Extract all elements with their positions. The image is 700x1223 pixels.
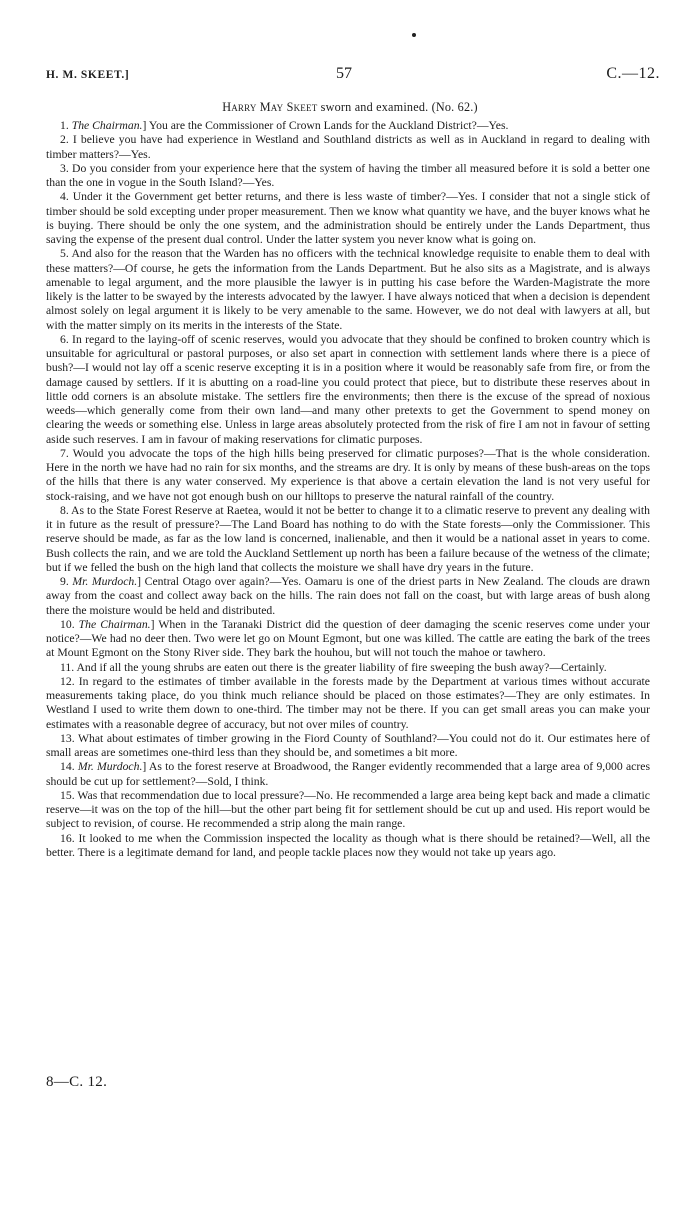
running-header [46,65,660,89]
testimony-paragraph [46,575,650,618]
testimony-paragraph [46,760,650,789]
question-number: 9. [60,575,73,588]
testimony-body [46,119,650,860]
paragraph-text: 2. I believe you have had experience in Westland and Southland districts as well as in Auckland in regard to dealing with timber matters?—Yes. [46,133,650,161]
testimony-paragraph [46,162,650,191]
witness-name: Harry May Skeet [222,100,318,114]
speaker-name: The Chairman. [78,617,151,631]
paragraph-text: 15. Was that recommendation due to local pressure?—No. He recommended a large area being kept back and made a climatic reserve—it was on the top of the hill—but the other part being fit for settlement should be cut up and used. His report would be subject to revision, of course. He recommended a strip along the main range. [46,788,650,831]
testimony-paragraph [46,661,650,675]
testimony-paragraph [46,119,650,133]
paragraph-text: 16. It looked to me when the Commission inspected the locality as though what is there should be retained?—Well, all the better. There is a legitimate demand for land, and people tackle places now they would not take up years ago. [46,831,650,859]
print-speck [412,33,416,37]
document-reference: C.—12. [606,65,660,82]
question-number: 14. [60,760,78,774]
testimony-paragraph [46,675,650,732]
paragraph-text: 8. As to the State Forest Reserve at Raetea, would it not be better to change it to a climatic reserve to prevent any dealing with it in future as the result of pressure?—The Land Board has nothing to do with the State forests—only the Commissioner. This reserve should be made, as far as the low land is concerned, inalienable, and then it would be a national asset in years to come. Bush collects the rain, and we are told the Auckland Settlement up north has been a failure because of the wetness of the climate; but if we felled the bush on the high land that collects the moisture we shall have dry years in the future. [46,503,650,574]
testimony-paragraph [46,447,650,504]
testimony-paragraph [46,832,650,861]
paragraph-text: 11. And if all the young shrubs are eaten out there is the greater liability of fire sweeping the bush away?—Certainly. [60,660,607,674]
paragraph-text: ] As to the forest reserve at Broadwood, the Ranger evidently recommended that a large area of 9,000 acres should be cut up for settlement?—Sold, I think. [46,760,650,788]
section-title [0,100,700,115]
testimony-paragraph [46,618,650,661]
testimony-paragraph [46,732,650,761]
page-number: 57 [336,65,352,82]
testimony-paragraph [46,789,650,832]
title-text: sworn and examined. [320,100,429,114]
testimony-paragraph [46,247,650,333]
testimony-paragraph [46,504,650,575]
paragraph-text: 3. Do you consider from your experience here that the system of having the timber all measured before it is sold a better one than the one in vogue in the South Island?—Yes. [46,161,650,189]
paragraph-text: 6. In regard to the laying-off of scenic reserves, would you advocate that they should be confined to broken country which is unsuitable for agricultural or pastoral purposes, or also set apart in connection with settlement lands where there is a piece of bush?—I would not lay off a scenic reserve excepting it is in a position where it would be reasonably safe from fire, or from the damage caused by settlers. If it is abutting on a road-line you could protect that piece, but to distribute these reserves about in little odd corners is an absolute mistake. The settlers fire the environments; then there is the excuse of the spread of noxious weeds—which generally come from their own land—and many other pretexts to get the Government to spend money on clearing the weeds or something else. Unless in large areas absolutely protected from the risk of fire I am not in favour of setting aside such reserves. I am in favour of making reservations for climatic purposes. [46,332,650,446]
witness-number: (No. 62.) [431,100,478,114]
paragraph-text: ] Central Otago over again?—Yes. Oamaru is one of the driest parts in New Zealand. The clouds are drawn away from the coast and collect away back on the hills. The rain does not fall on the coast, but with large areas of bush along there the moisture would be held and distributed. [46,575,650,617]
testimony-paragraph [46,333,650,447]
paragraph-text: 12. In regard to the estimates of timber available in the forests made by the Department at various times without accurate measurements taking place, do you think much reliance should be placed on those estimates?—They are only estimates. In Westland I used to write them down to one-third. The timber may not be there. If you can get small areas you can make your estimates with a reasonable degree of accuracy, but not over miles of country. [46,674,650,731]
question-number: 1. [60,119,72,132]
header-witness-name: H. M. SKEET.] [46,69,130,81]
testimony-paragraph [46,190,650,247]
speaker-name: Mr. Murdoch. [77,760,143,774]
paragraph-text: 13. What about estimates of timber growing in the Fiord County of Southland?—You could not do it. Our estimates here of small areas are sometimes one-third less than they should be, and sometimes a bit more. [46,731,650,759]
paragraph-text: 4. Under it the Government get better returns, and there is less waste of timber?—Yes. I consider that not a single stick of timber should be sold excepting under proper measurement. Then we know what quantity we have, and the buyer knows what he is buying. There should be only the one system, and the administration should be entirely under the Lands Department, thus saving the expense of the present dual control. Under the latter system you never know what is going on. [46,190,650,246]
speaker-name: The Chairman. [71,119,143,132]
question-number: 10. [60,617,79,631]
paragraph-text: 7. Would you advocate the tops of the high hills being preserved for climatic purposes?—That is the whole consideration. Here in the north we have had no rain for six months, and the streams are dry. It is only by means of these bush-areas on the tops of the hills that there is any water conserved. My experience is that above a certain elevation the land is not very useful for stock-raising, and we have not got enough bush on our hilltops to preserve the natural rainfall of the country. [46,446,650,503]
paragraph-text: ] When in the Taranaki District did the question of deer damaging the scenic reserves come under your notice?—We had no deer then. Two were let go on Mount Egmont, but one was killed. The cattle are eating the bark of the trees at Mount Egmont on the Stony River side. They bark the houhou, but will not touch the mahoe or tawhero. [46,617,650,660]
testimony-paragraph [46,133,650,162]
paragraph-text: ] You are the Commissioner of Crown Lands for the Auckland District?—Yes. [142,119,509,132]
speaker-name: Mr. Murdoch. [72,575,138,588]
signature-mark: 8—C. 12. [46,1074,108,1090]
paragraph-text: 5. And also for the reason that the Warden has no officers with the technical knowledge requisite to enable them to deal with these matters?—Of course, he gets the information from the Lands Department. But he also sits as a Magistrate, and is always amenable to legal argument, and the more plausible the lawyer is in putting his case before the Warden-Magistrate the more likely is the latter to be swayed by the interests advocated by the lawyer. I have always noticed that when a decision is dependent almost solely on legal argument it is likely to be very amenable to the same. However, we do not deal with lawyers at all, but with the matter simply on its merits in the interests of the State. [46,247,650,332]
